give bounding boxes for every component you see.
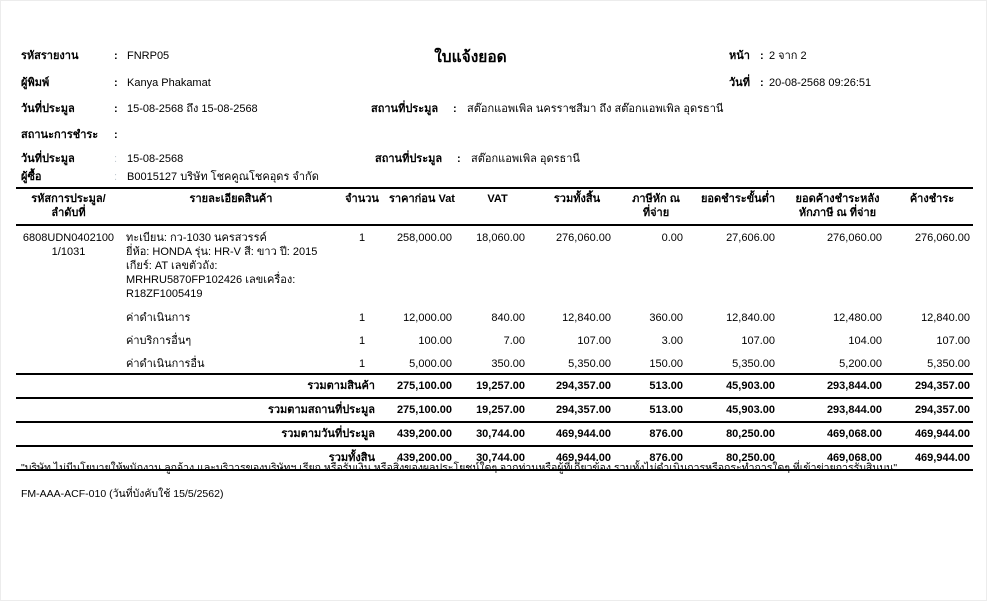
summary-price-before-vat: 275,100.00 — [396, 379, 452, 392]
description-line-3: เกียร์: AT เลขตัวถัง: — [126, 260, 218, 273]
auction-place-value: สต๊อกแอพเพิล อุดรธานี — [471, 153, 580, 165]
cell-price-before-vat: 12,000.00 — [403, 311, 452, 324]
summary-row — [16, 398, 973, 422]
description-line-4: MRHRU5870FP102426 เลขเครื่อง: — [126, 274, 296, 287]
statement-table — [16, 187, 973, 471]
auction-date-range-colon: : — [114, 103, 118, 115]
report-code-colon: : — [114, 50, 118, 62]
description-line-1: ค่าดำเนินการ — [126, 311, 191, 324]
description-line-5: R18ZF1005419 — [126, 288, 203, 301]
description-line-1: ทะเบียน: กว-1030 นครสวรรค์ — [126, 232, 267, 245]
auction-place-range-value: สต๊อกแอพเพิล นครราชสีมา ถึง สต๊อกแอพเพิล อุดรธานี — [467, 103, 724, 115]
description-line-1: ค่าดำเนินการอื่น — [126, 357, 205, 370]
anti-bribery-disclaimer: "บริษัท ไม่มีนโยบายให้พนักงาน ลูกจ้าง และบริวารของบริษัทฯ เรียก หรือรับเงิน หรือสิ่งของผลประโยชน์ใดๆ จากท่านหรือผู้ที่เกี่ยวข้อง รวมทั้งไม่ดำเนินการหรือกระทำการใดๆ ที่เข้าข่ายการรับสินบน" — [21, 462, 898, 474]
report-code-value: FNRP05 — [127, 50, 170, 62]
summary-outstanding-after-wht: 293,844.00 — [826, 403, 882, 416]
auction-place-range-label: สถานที่ประมูล — [371, 103, 439, 115]
cell-outstanding: 12,840.00 — [921, 311, 970, 324]
cell-outstanding: 107.00 — [936, 334, 970, 347]
page-number-value: 2 จาก 2 — [769, 50, 807, 62]
col-header-outstanding: ค้างชำระ — [909, 193, 955, 205]
cell-description — [121, 350, 341, 374]
summary-withholding-tax: 513.00 — [649, 403, 683, 416]
auction-date-value: 15-08-2568 — [127, 153, 184, 165]
cell-price-before-vat: 100.00 — [418, 334, 452, 347]
table-row — [16, 327, 973, 350]
cell-description — [121, 327, 341, 350]
summary-vat: 30,744.00 — [476, 452, 525, 465]
cell-grand-total: 5,350.00 — [568, 357, 611, 370]
cell-vat: 840.00 — [491, 311, 525, 324]
summary-vat: 19,257.00 — [476, 379, 525, 392]
cell-auction-code — [16, 350, 121, 374]
summary-label: รวมตามสถานที่ประมูล — [267, 403, 375, 416]
summary-minimum-payment: 45,903.00 — [726, 379, 775, 392]
cell-outstanding-after-wht: 276,060.00 — [826, 232, 882, 245]
auction-code-line1: 6808UDN0402100 — [22, 232, 115, 245]
col-header-withholding-tax: ภาษีหัก ณ ที่จ่าย — [632, 193, 680, 220]
cell-description — [121, 304, 341, 327]
cell-outstanding: 276,060.00 — [914, 232, 970, 245]
auction-place-colon: : — [457, 153, 461, 165]
summary-outstanding: 294,357.00 — [914, 379, 970, 392]
summary-grand-total: 294,357.00 — [555, 403, 611, 416]
summary-price-before-vat: 275,100.00 — [396, 403, 452, 416]
printed-by-colon: : — [114, 77, 118, 89]
col-header-price-before-vat: ราคาก่อน Vat — [389, 193, 455, 205]
summary-row — [16, 422, 973, 446]
print-datetime-value: 20-08-2568 09:26:51 — [769, 77, 872, 89]
summary-outstanding-after-wht: 293,844.00 — [826, 379, 882, 392]
report-code-label: รหัสรายงาน — [21, 50, 79, 62]
cell-outstanding: 5,350.00 — [927, 357, 970, 370]
auction-place-label: สถานที่ประมูล — [375, 153, 443, 165]
print-datetime-label: วันที่ — [729, 77, 750, 89]
cell-quantity: 1 — [358, 334, 366, 347]
table-header-row — [16, 188, 973, 225]
cell-price-before-vat: 5,000.00 — [409, 357, 452, 370]
buyer-colon: : — [114, 171, 118, 183]
summary-withholding-tax: 876.00 — [649, 427, 683, 440]
summary-outstanding-after-wht: 469,068.00 — [826, 427, 882, 440]
summary-label: รวมทั้งสิน — [328, 452, 375, 465]
description-line-2: ยี่ห้อ: HONDA รุ่น: HR-V สี: ขาว ปี: 2015 — [126, 246, 318, 259]
cell-grand-total: 276,060.00 — [555, 232, 611, 245]
table-row — [16, 350, 973, 374]
cell-outstanding-after-wht: 104.00 — [848, 334, 882, 347]
col-header-quantity: จำนวน — [345, 193, 379, 205]
cell-quantity: 1 — [358, 232, 366, 245]
summary-withholding-tax: 513.00 — [649, 379, 683, 392]
page-number-colon: : — [760, 50, 764, 62]
summary-outstanding: 294,357.00 — [914, 403, 970, 416]
summary-outstanding: 469,944.00 — [914, 427, 970, 440]
print-datetime-colon: : — [760, 77, 764, 89]
col-header-vat: VAT — [487, 193, 508, 205]
cell-auction-code — [16, 225, 121, 303]
summary-grand-total: 469,944.00 — [555, 452, 611, 465]
cell-auction-code — [16, 327, 121, 350]
printed-by-value: Kanya Phakamat — [127, 77, 211, 89]
auction-date-label: วันที่ประมูล — [21, 153, 75, 165]
cell-vat: 18,060.00 — [476, 232, 525, 245]
summary-minimum-payment: 80,250.00 — [726, 427, 775, 440]
summary-outstanding: 469,944.00 — [914, 452, 970, 465]
buyer-label: ผู้ซื้อ — [21, 171, 42, 183]
col-header-minimum-payment: ยอดชำระขั้นต่ำ — [700, 193, 775, 205]
cell-vat: 350.00 — [491, 357, 525, 370]
buyer-value: B0015127 บริษัท โชคคูณโชคอุดร จำกัด — [127, 171, 319, 183]
table-row — [16, 225, 973, 303]
cell-outstanding-after-wht: 12,480.00 — [833, 311, 882, 324]
cell-quantity: 1 — [358, 311, 366, 324]
cell-outstanding-after-wht: 5,200.00 — [839, 357, 882, 370]
cell-minimum-payment: 5,350.00 — [732, 357, 775, 370]
col-header-grand-total: รวมทั้งสิ้น — [553, 193, 601, 205]
summary-price-before-vat: 439,200.00 — [396, 427, 452, 440]
statement-table-body — [16, 225, 973, 470]
cell-grand-total: 12,840.00 — [562, 311, 611, 324]
summary-row — [16, 374, 973, 398]
auction-date-colon: : — [114, 153, 118, 165]
cell-grand-total: 107.00 — [577, 334, 611, 347]
summary-vat: 30,744.00 — [476, 427, 525, 440]
cell-vat: 7.00 — [503, 334, 525, 347]
cell-description — [121, 225, 341, 303]
printed-by-label: ผู้พิมพ์ — [21, 77, 50, 89]
description-line-1: ค่าบริการอื่นๆ — [126, 334, 192, 347]
summary-vat: 19,257.00 — [476, 403, 525, 416]
cell-minimum-payment: 12,840.00 — [726, 311, 775, 324]
page-title: ใบแจ้งยอด — [434, 49, 507, 66]
page-number-label: หน้า — [729, 50, 750, 62]
summary-minimum-payment: 45,903.00 — [726, 403, 775, 416]
summary-grand-total: 469,944.00 — [555, 427, 611, 440]
cell-quantity: 1 — [358, 357, 366, 370]
col-header-auction-code: รหัสการประมูล/ ลำดับที่ — [31, 193, 106, 220]
payment-status-colon: : — [114, 129, 118, 141]
table-row — [16, 304, 973, 327]
summary-grand-total: 294,357.00 — [555, 379, 611, 392]
cell-price-before-vat: 258,000.00 — [396, 232, 452, 245]
payment-status-label: สถานะการชำระ — [21, 129, 99, 141]
auction-place-range-colon: : — [453, 103, 457, 115]
summary-label: รวมตามสินค้า — [307, 379, 375, 392]
cell-minimum-payment: 27,606.00 — [726, 232, 775, 245]
summary-outstanding-after-wht: 469,068.00 — [826, 452, 882, 465]
summary-minimum-payment: 80,250.00 — [726, 452, 775, 465]
cell-auction-code — [16, 304, 121, 327]
summary-price-before-vat: 439,200.00 — [396, 452, 452, 465]
cell-withholding-tax: 360.00 — [649, 311, 683, 324]
col-header-description: รายละเอียดสินค้า — [189, 193, 273, 205]
cell-minimum-payment: 107.00 — [741, 334, 775, 347]
cell-withholding-tax: 0.00 — [661, 232, 683, 245]
summary-label: รวมตามวันที่ประมูล — [281, 427, 375, 440]
auction-date-range-label: วันที่ประมูล — [21, 103, 75, 115]
auction-code-line2: 1/1031 — [51, 246, 86, 259]
cell-withholding-tax: 150.00 — [649, 357, 683, 370]
col-header-outstanding-after-wht: ยอดค้างชำระหลัง หักภาษี ณ ที่จ่าย — [795, 193, 880, 220]
auction-date-range-value: 15-08-2568 ถึง 15-08-2568 — [127, 103, 258, 115]
summary-withholding-tax: 876.00 — [649, 452, 683, 465]
cell-withholding-tax: 3.00 — [661, 334, 683, 347]
form-code: FM-AAA-ACF-010 (วันที่บังคับใช้ 15/5/2562) — [21, 488, 224, 500]
